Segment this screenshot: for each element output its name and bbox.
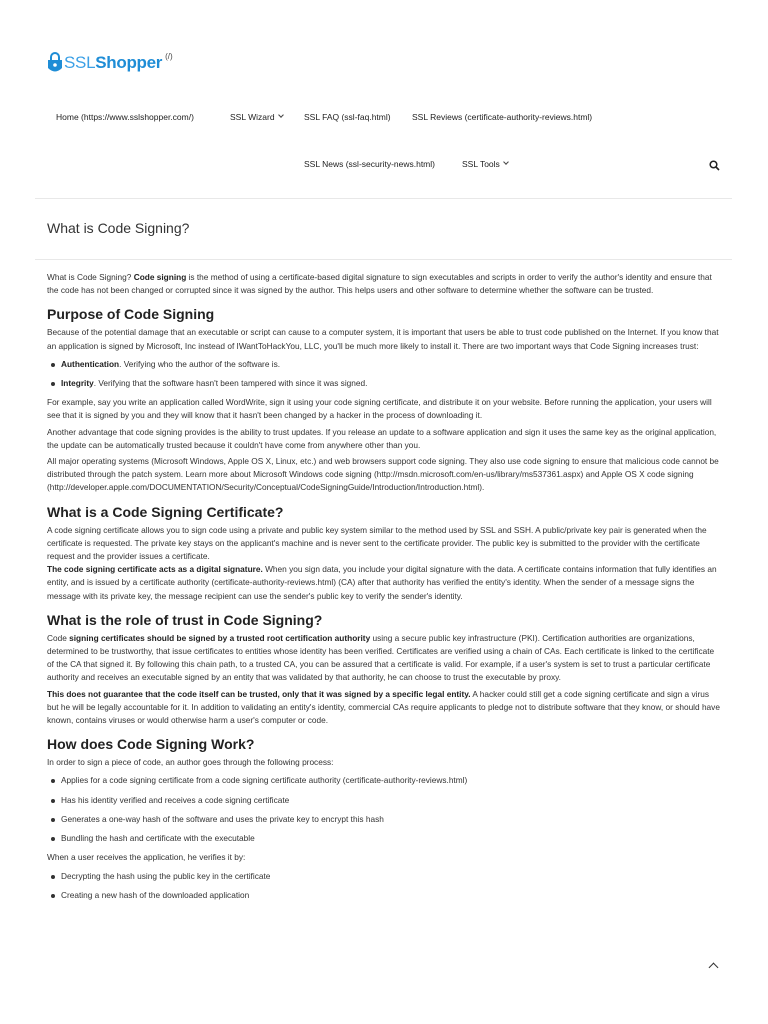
nav-ssl-tools[interactable] <box>462 159 508 169</box>
certificate-paragraph-1: A code signing certificate allows you to sign code using a private and public key system similar to the method used by SSL and SSH. A public/private key pair is generated when the certificate is requested. The private key stays on the applicant's machine and is never sent to the certificate provider. The public key is submitted to the provider with the certificate request and the provider issues a certificate. <box>47 524 707 562</box>
heading-purpose: Purpose of Code Signing <box>47 306 215 323</box>
list-item-text: Bundling the hash and certificate with the executable <box>61 833 255 844</box>
nav-ssl-reviews[interactable] <box>412 112 592 122</box>
logo-wordmark <box>64 53 162 73</box>
heading-trust: What is the role of trust in Code Signing? <box>47 611 323 628</box>
nav-ssl-news-label: SSL News (ssl-security-news.html) <box>304 159 435 169</box>
header-divider <box>35 198 732 199</box>
back-to-top-icon[interactable] <box>709 963 719 973</box>
list-item <box>61 832 722 845</box>
list-item <box>61 870 722 883</box>
nav-ssl-reviews-label: SSL Reviews (certificate-authority-reviews.html) <box>412 112 593 122</box>
heading-how: How does Code Signing Work? <box>47 736 255 753</box>
verify-list <box>47 870 722 902</box>
how-paragraph-1: In order to sign a piece of code, an author goes through the following process: <box>47 757 334 768</box>
bullet-icon <box>51 382 55 386</box>
trust-bold-2: This does not guarantee that the code itself can be trusted, only that it was signed by a specific legal entity. <box>47 688 471 699</box>
intro-lead: What is Code Signing? <box>47 272 134 282</box>
trust-bold-1: signing certificates should be signed by a trusted root certification authority <box>69 632 371 643</box>
title-divider <box>35 259 732 260</box>
article-body <box>47 271 722 908</box>
search-icon[interactable] <box>709 160 720 171</box>
logo-ssl: SSL <box>64 53 96 72</box>
purpose-list <box>47 358 722 390</box>
list-item-bold: Integrity <box>61 378 94 389</box>
certificate-bold: The code signing certificate acts as a digital signature. <box>47 564 263 575</box>
how-steps-list <box>47 774 722 845</box>
lock-shield-icon <box>47 51 63 75</box>
site-logo[interactable] <box>47 51 173 75</box>
purpose-paragraph-3: Another advantage that code signing provides is the ability to trust updates. If you release an update to a software application and sign it uses the same key as the original application, the update can be automatically trusted because it couldn't have come from anywhere other than you. <box>47 426 717 450</box>
list-item-text: Applies for a code signing certificate from a code signing certificate authority (certificate-authority-reviews.html) <box>61 775 468 786</box>
list-item <box>61 774 722 787</box>
bullet-icon <box>51 894 55 898</box>
bullet-icon <box>51 799 55 803</box>
nav-ssl-wizard[interactable] <box>230 112 283 122</box>
nav-ssl-faq-label: SSL FAQ (ssl-faq.html) <box>304 112 391 122</box>
chevron-down-icon <box>503 159 509 165</box>
purpose-paragraph-4: All major operating systems (Microsoft Windows, Apple OS X, Linux, etc.) and web browsers support code signing. They also use code signing to ensure that malicious code cannot be distributed through the patch system. Learn more about Microsoft Windows code signing (http://msdn.microsoft.com/en-us/library/ms537361.aspx) and Apple OS X code signing (http://developer.apple.com/DOCUMENTATION/Security/Conceptual/CodeSigningGuide/Introduction/Introduction.html). <box>47 456 719 493</box>
trust-paragraph-2 <box>47 688 722 728</box>
bullet-icon <box>51 818 55 822</box>
heading-certificate: What is a Code Signing Certificate? <box>47 503 284 520</box>
nav-ssl-tools-label: SSL Tools <box>462 159 500 169</box>
intro-paragraph <box>47 271 722 297</box>
bullet-icon <box>51 363 55 367</box>
list-item-text: Decrypting the hash using the public key in the certificate <box>61 870 271 881</box>
certificate-paragraph-2 <box>47 563 722 603</box>
trust-rest-1: using a secure public key infrastructure (PKI). Certification authorities are organizations, determined to be trustworthy, that issue certificates to entities whose identity has been verified. Certificates are verified using a chain of CAs. Each certificate is linked to the certificate of the CA that signed it. By following this chain path, to a trusted CA, you can be assured that a certificate is valid. For example, if a user's system is set to trust a particular certificate authority and receives an executable signed by an entity that was validated by that authority, he can choose to trust the executable by proxy. <box>47 632 715 683</box>
list-item <box>61 794 722 807</box>
purpose-paragraph-1: Because of the potential damage that an executable or script can cause to a computer system, it is important that users be able to trust code published on the Internet. If you know that an application is signed by Microsoft, Inc instead of IWantToHackYou, LLC, you'll be much more likely to install it. There are two important ways that Code Signing increases trust: <box>47 327 719 351</box>
nav-ssl-news[interactable] <box>304 159 435 169</box>
list-item-text: . Verifying who the author of the software is. <box>119 358 281 369</box>
trust-paragraph-1 <box>47 632 722 685</box>
logo-shopper: Shopper <box>95 53 163 72</box>
list-item <box>61 813 722 826</box>
list-item <box>61 889 722 902</box>
intro-bold: Code signing <box>133 272 187 282</box>
nav-home-label: Home (https://www.sslshopper.com/) <box>56 112 194 122</box>
nav-ssl-faq[interactable] <box>304 112 391 122</box>
list-item-text: . Verifying that the software hasn't been tampered with since it was signed. <box>93 378 368 389</box>
trust-rest-2: A hacker could still get a code signing certificate and sign a virus but he will be legally accountable for it. In addition to validating an entity's identity, commercial CAs require applicants to pledge not to distribute software that they know, or should have known, contains viruses or would otherwise harm a user's computer or code. <box>47 688 720 726</box>
purpose-paragraph-2: For example, say you write an application called WordWrite, sign it using your code signing certificate, and distribute it on your website. Before running the application, your users will see that it is signed by you and they will know that it hasn't been changed by a hacker in the process of downloading it. <box>47 397 712 421</box>
chevron-down-icon <box>278 112 284 118</box>
certificate-rest: When you sign data, you include your digital signature with the data. A certificate contains information that fully identifies an entity, and is issued by a certificate authority (certificate-authority-reviews.html) (CA) after that authority has verified the entity's identity. When the sender of a message signs the message with its private key, the message recipient can use the sender's public key to verify the sender's identity. <box>47 564 717 601</box>
intro-rest: is the method of using a certificate-based digital signature to sign executables and scripts in order to verify the author's identity and ensure that the code has not been changed or corrupted since it was signed by the author. This helps users and other software to determine whether the software can be trusted. <box>47 272 712 296</box>
bullet-icon <box>51 779 55 783</box>
bullet-icon <box>51 837 55 841</box>
nav-home[interactable] <box>56 112 194 122</box>
how-paragraph-2: When a user receives the application, he verifies it by: <box>47 852 246 863</box>
logo-link-text: (/) <box>165 51 173 61</box>
bullet-icon <box>51 875 55 879</box>
list-item-text: Creating a new hash of the downloaded application <box>61 889 250 900</box>
list-item <box>61 358 722 371</box>
list-item-text: Has his identity verified and receives a code signing certificate <box>61 794 290 805</box>
trust-lead: Code <box>47 632 70 643</box>
page-title: What is Code Signing? <box>47 220 190 236</box>
list-item <box>61 377 722 390</box>
list-item-bold: Authentication <box>61 358 120 369</box>
nav-ssl-wizard-label: SSL Wizard <box>230 112 275 122</box>
list-item-text: Generates a one-way hash of the software and uses the private key to encrypt this hash <box>61 813 384 824</box>
